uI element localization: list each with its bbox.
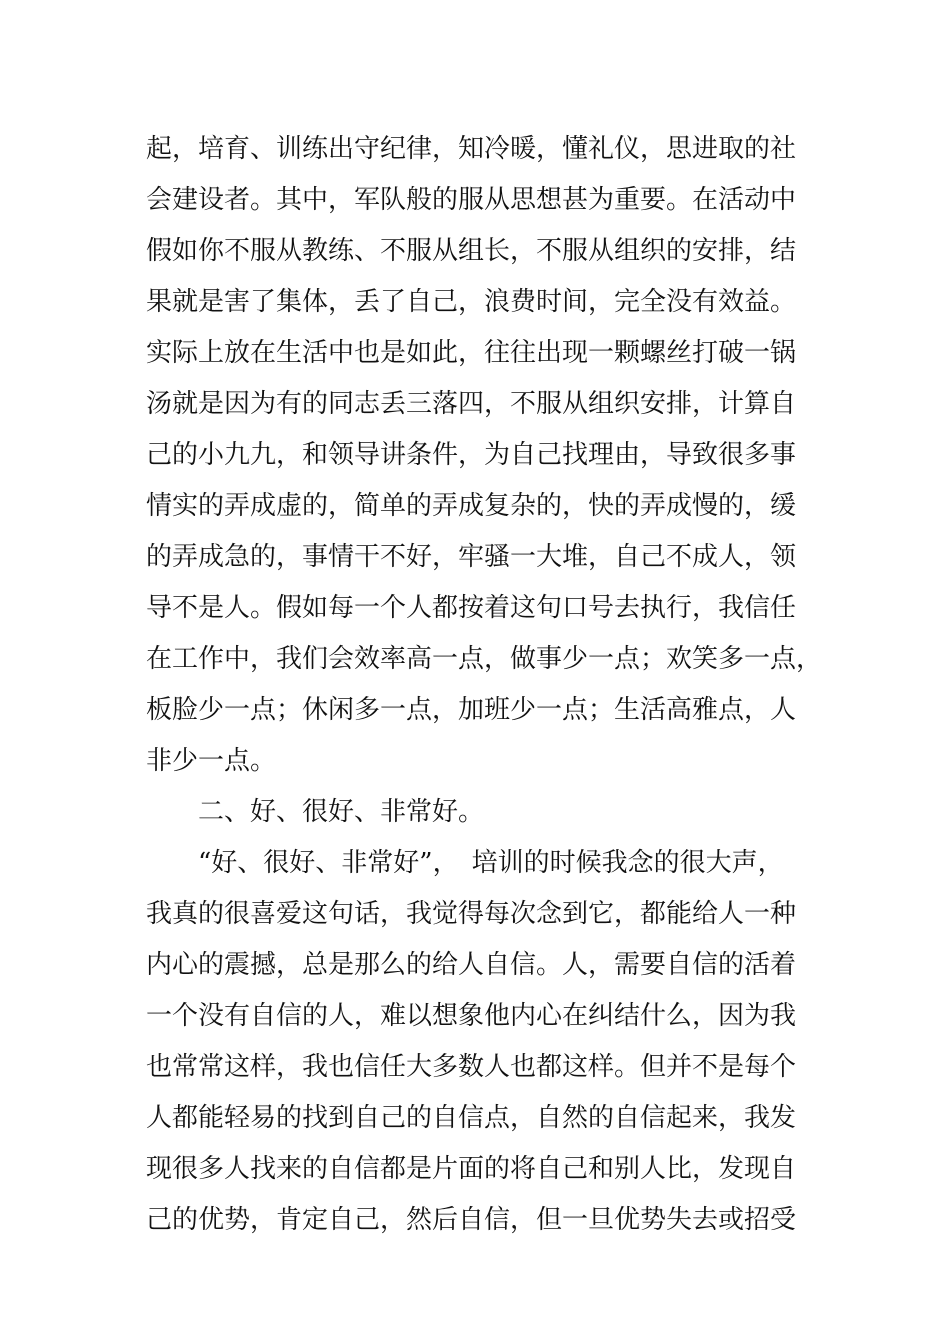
paragraph-first-line: “好、很好、非常好”， 培训的时候我念的很大声， bbox=[198, 848, 784, 878]
text-line: 现很多人找来的自信都是片面的将自己和别人比，发现自 bbox=[146, 1154, 797, 1184]
section-heading: 二、好、很好、非常好。 bbox=[198, 797, 485, 827]
text-line: 人都能轻易的找到自己的自信点，自然的自信起来，我发 bbox=[146, 1103, 797, 1133]
text-line: 假如你不服从教练、不服从组长，不服从组织的安排，结 bbox=[146, 236, 797, 266]
text-line: 也常常这样，我也信任大多数人也都这样。但并不是每个 bbox=[146, 1052, 797, 1082]
text-line: 情实的弄成虚的，简单的弄成复杂的，快的弄成慢的，缓 bbox=[146, 491, 797, 521]
text-line: 己的小九九，和领导讲条件，为自己找理由，导致很多事 bbox=[146, 440, 797, 470]
text-line: 板脸少一点；休闲多一点，加班少一点；生活高雅点，人 bbox=[146, 695, 797, 725]
text-line: 内心的震撼，总是那么的给人自信。人，需要自信的活着 bbox=[146, 950, 797, 980]
text-line: 会建设者。其中，军队般的服从思想甚为重要。在活动中 bbox=[146, 185, 797, 215]
text-line: 在工作中，我们会效率高一点，做事少一点；欢笑多一点， bbox=[146, 644, 823, 674]
text-line: 汤就是因为有的同志丢三落四，不服从组织安排，计算自 bbox=[146, 389, 797, 419]
text-line: 己的优势，肯定自己，然后自信，但一旦优势失去或招受 bbox=[146, 1205, 797, 1235]
text-line: 实际上放在生活中也是如此，往往出现一颗螺丝打破一锅 bbox=[146, 338, 797, 368]
text-line: 我真的很喜爱这句话，我觉得每次念到它，都能给人一种 bbox=[146, 899, 797, 929]
body-text bbox=[146, 124, 836, 1246]
text-line: 导不是人。假如每一个人都按着这句口号去执行，我信任 bbox=[146, 593, 797, 623]
text-line: 果就是害了集体，丢了自己，浪费时间，完全没有效益。 bbox=[146, 287, 797, 317]
text-line: 一个没有自信的人，难以想象他内心在纠结什么，因为我 bbox=[146, 1001, 797, 1031]
text-line: 的弄成急的，事情干不好，牢骚一大堆，自己不成人，领 bbox=[146, 542, 797, 572]
text-line: 起，培育、训练出守纪律，知冷暖，懂礼仪，思进取的社 bbox=[146, 134, 797, 164]
text-line: 非少一点。 bbox=[146, 746, 277, 776]
